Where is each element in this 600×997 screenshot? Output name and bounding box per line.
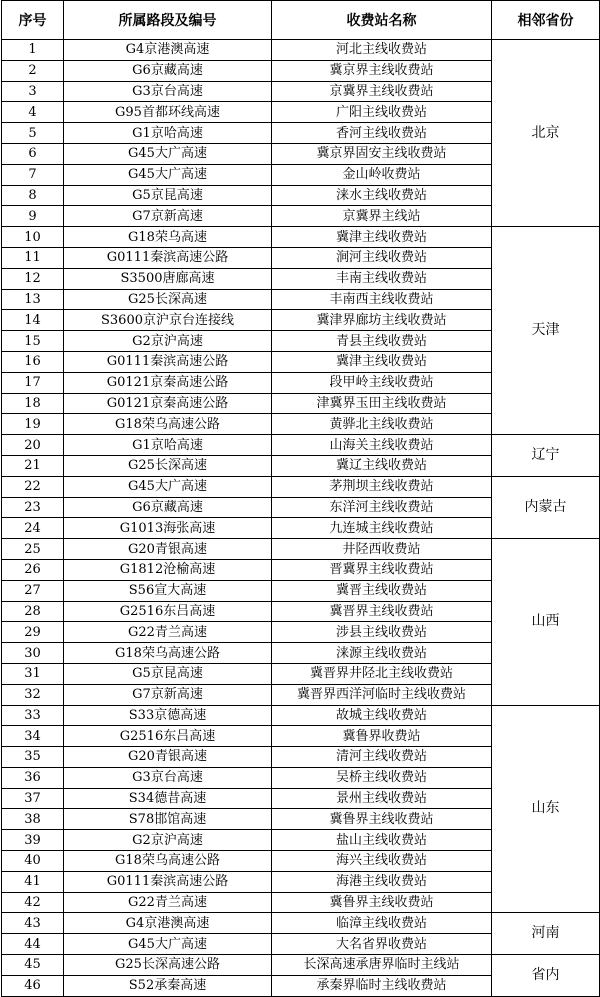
header-station: 收费站名称 <box>272 1 492 40</box>
cell-seq: 7 <box>2 164 64 185</box>
cell-road: G0111秦滨高速公路 <box>64 351 272 372</box>
cell-seq: 27 <box>2 580 64 601</box>
cell-seq: 21 <box>2 455 64 476</box>
cell-province: 辽宁 <box>492 435 600 477</box>
cell-seq: 36 <box>2 767 64 788</box>
cell-seq: 31 <box>2 663 64 684</box>
cell-seq: 34 <box>2 726 64 747</box>
cell-road: G95首都环线高速 <box>64 102 272 123</box>
cell-station: 冀鲁界主线收费站 <box>272 809 492 830</box>
cell-station: 九连城主线收费站 <box>272 518 492 539</box>
cell-seq: 28 <box>2 601 64 622</box>
header-province: 相邻省份 <box>492 1 600 40</box>
table-body <box>2 40 600 997</box>
cell-seq: 10 <box>2 227 64 248</box>
header-seq: 序号 <box>2 1 64 40</box>
cell-station: 冀晋界井陉北主线收费站 <box>272 663 492 684</box>
cell-seq: 13 <box>2 289 64 310</box>
cell-station: 晋冀界主线收费站 <box>272 559 492 580</box>
cell-road: G18荣乌高速公路 <box>64 643 272 664</box>
cell-road: S78邯馆高速 <box>64 809 272 830</box>
table-row <box>2 40 600 61</box>
table-row <box>2 435 600 456</box>
cell-seq: 18 <box>2 393 64 414</box>
cell-road: S33京德高速 <box>64 705 272 726</box>
cell-province: 北京 <box>492 40 600 227</box>
cell-road: G2京沪高速 <box>64 830 272 851</box>
cell-seq: 44 <box>2 934 64 955</box>
cell-station: 冀津主线收费站 <box>272 351 492 372</box>
cell-province: 山东 <box>492 705 600 913</box>
cell-road: G2京沪高速 <box>64 331 272 352</box>
cell-seq: 6 <box>2 143 64 164</box>
cell-seq: 4 <box>2 102 64 123</box>
cell-seq: 9 <box>2 206 64 227</box>
cell-station: 黄骅北主线收费站 <box>272 414 492 435</box>
cell-road: G1京哈高速 <box>64 435 272 456</box>
cell-station: 山海关主线收费站 <box>272 435 492 456</box>
cell-station: 冀津界廊坊主线收费站 <box>272 310 492 331</box>
cell-seq: 11 <box>2 247 64 268</box>
cell-road: G18荣乌高速 <box>64 227 272 248</box>
cell-station: 清河主线收费站 <box>272 747 492 768</box>
cell-seq: 15 <box>2 331 64 352</box>
cell-station: 涞水主线收费站 <box>272 185 492 206</box>
cell-seq: 39 <box>2 830 64 851</box>
cell-station: 井陉西收费站 <box>272 539 492 560</box>
cell-station: 香河主线收费站 <box>272 123 492 144</box>
cell-road: G3京台高速 <box>64 767 272 788</box>
cell-road: G18荣乌高速公路 <box>64 414 272 435</box>
cell-road: G18荣乌高速公路 <box>64 851 272 872</box>
cell-seq: 35 <box>2 747 64 768</box>
cell-station: 广阳主线收费站 <box>272 102 492 123</box>
table-row <box>2 913 600 934</box>
cell-road: G22青兰高速 <box>64 892 272 913</box>
cell-seq: 14 <box>2 310 64 331</box>
cell-province: 河南 <box>492 913 600 955</box>
table-row <box>2 476 600 497</box>
cell-road: G25长深高速 <box>64 289 272 310</box>
cell-road: G5京昆高速 <box>64 185 272 206</box>
cell-station: 故城主线收费站 <box>272 705 492 726</box>
toll-station-table <box>1 0 600 997</box>
cell-seq: 19 <box>2 414 64 435</box>
cell-station: 京冀界主线收费站 <box>272 81 492 102</box>
cell-road: G20青银高速 <box>64 539 272 560</box>
cell-seq: 2 <box>2 60 64 81</box>
cell-station: 冀京界固安主线收费站 <box>272 143 492 164</box>
cell-seq: 24 <box>2 518 64 539</box>
cell-seq: 32 <box>2 684 64 705</box>
cell-seq: 17 <box>2 372 64 393</box>
cell-province: 山西 <box>492 539 600 705</box>
cell-station: 青县主线收费站 <box>272 331 492 352</box>
cell-road: G2516东吕高速 <box>64 601 272 622</box>
cell-province: 天津 <box>492 227 600 435</box>
cell-seq: 25 <box>2 539 64 560</box>
cell-road: G0111秦滨高速公路 <box>64 247 272 268</box>
cell-road: G25长深高速公路 <box>64 955 272 976</box>
cell-road: G22青兰高速 <box>64 622 272 643</box>
cell-seq: 38 <box>2 809 64 830</box>
cell-station: 茅荆坝主线收费站 <box>272 476 492 497</box>
cell-station: 冀晋界西洋河临时主线收费站 <box>272 684 492 705</box>
cell-station: 海兴主线收费站 <box>272 851 492 872</box>
cell-station: 冀辽主线收费站 <box>272 455 492 476</box>
cell-station: 冀鲁界主线收费站 <box>272 892 492 913</box>
cell-seq: 1 <box>2 40 64 61</box>
table-row <box>2 539 600 560</box>
cell-road: G7京新高速 <box>64 684 272 705</box>
cell-road: G0111秦滨高速公路 <box>64 871 272 892</box>
cell-road: G7京新高速 <box>64 206 272 227</box>
cell-seq: 16 <box>2 351 64 372</box>
cell-road: G6京藏高速 <box>64 497 272 518</box>
header-row <box>2 1 600 40</box>
cell-station: 涧河主线收费站 <box>272 247 492 268</box>
cell-seq: 42 <box>2 892 64 913</box>
cell-station: 金山岭收费站 <box>272 164 492 185</box>
cell-road: G0121京秦高速公路 <box>64 372 272 393</box>
cell-road: S3600京沪京台连接线 <box>64 310 272 331</box>
cell-road: G1京哈高速 <box>64 123 272 144</box>
cell-seq: 8 <box>2 185 64 206</box>
cell-road: G5京昆高速 <box>64 663 272 684</box>
cell-station: 海港主线收费站 <box>272 871 492 892</box>
cell-station: 冀京界主线收费站 <box>272 60 492 81</box>
cell-station: 津冀界玉田主线收费站 <box>272 393 492 414</box>
cell-station: 临漳主线收费站 <box>272 913 492 934</box>
cell-station: 大名省界收费站 <box>272 934 492 955</box>
cell-seq: 46 <box>2 975 64 996</box>
cell-station: 冀鲁界收费站 <box>272 726 492 747</box>
cell-station: 冀晋界主线收费站 <box>272 601 492 622</box>
cell-seq: 40 <box>2 851 64 872</box>
cell-seq: 12 <box>2 268 64 289</box>
cell-seq: 5 <box>2 123 64 144</box>
cell-seq: 22 <box>2 476 64 497</box>
cell-station: 涞源主线收费站 <box>272 643 492 664</box>
cell-road: G1812沧榆高速 <box>64 559 272 580</box>
cell-road: G6京藏高速 <box>64 60 272 81</box>
cell-seq: 37 <box>2 788 64 809</box>
cell-station: 东洋河主线收费站 <box>272 497 492 518</box>
cell-road: S52承秦高速 <box>64 975 272 996</box>
cell-station: 冀津主线收费站 <box>272 227 492 248</box>
cell-station: 京冀界主线站 <box>272 206 492 227</box>
cell-road: G4京港澳高速 <box>64 40 272 61</box>
cell-seq: 45 <box>2 955 64 976</box>
cell-seq: 30 <box>2 643 64 664</box>
cell-road: G0121京秦高速公路 <box>64 393 272 414</box>
cell-road: G45大广高速 <box>64 934 272 955</box>
cell-station: 吴桥主线收费站 <box>272 767 492 788</box>
cell-seq: 43 <box>2 913 64 934</box>
table-row <box>2 955 600 976</box>
cell-road: S56宣大高速 <box>64 580 272 601</box>
cell-road: G1013海张高速 <box>64 518 272 539</box>
cell-station: 丰南西主线收费站 <box>272 289 492 310</box>
cell-road: S34德昔高速 <box>64 788 272 809</box>
table-header <box>2 1 600 40</box>
table-row <box>2 705 600 726</box>
cell-road: G2516东吕高速 <box>64 726 272 747</box>
cell-seq: 41 <box>2 871 64 892</box>
cell-road: G25长深高速 <box>64 455 272 476</box>
header-road: 所属路段及编号 <box>64 1 272 40</box>
cell-station: 涉县主线收费站 <box>272 622 492 643</box>
cell-road: G20青银高速 <box>64 747 272 768</box>
cell-station: 丰南主线收费站 <box>272 268 492 289</box>
cell-seq: 23 <box>2 497 64 518</box>
cell-road: G45大广高速 <box>64 143 272 164</box>
cell-province: 内蒙古 <box>492 476 600 538</box>
cell-road: G45大广高速 <box>64 476 272 497</box>
cell-province: 省内 <box>492 955 600 997</box>
cell-station: 盐山主线收费站 <box>272 830 492 851</box>
cell-station: 长深高速承唐界临时主线站 <box>272 955 492 976</box>
cell-station: 段甲岭主线收费站 <box>272 372 492 393</box>
cell-road: S3500唐廊高速 <box>64 268 272 289</box>
cell-seq: 26 <box>2 559 64 580</box>
cell-station: 承秦界临时主线收费站 <box>272 975 492 996</box>
cell-station: 景州主线收费站 <box>272 788 492 809</box>
table-row <box>2 227 600 248</box>
cell-seq: 20 <box>2 435 64 456</box>
cell-seq: 33 <box>2 705 64 726</box>
cell-road: G45大广高速 <box>64 164 272 185</box>
cell-station: 河北主线收费站 <box>272 40 492 61</box>
cell-seq: 3 <box>2 81 64 102</box>
cell-road: G3京台高速 <box>64 81 272 102</box>
cell-road: G4京港澳高速 <box>64 913 272 934</box>
cell-station: 冀晋主线收费站 <box>272 580 492 601</box>
cell-seq: 29 <box>2 622 64 643</box>
